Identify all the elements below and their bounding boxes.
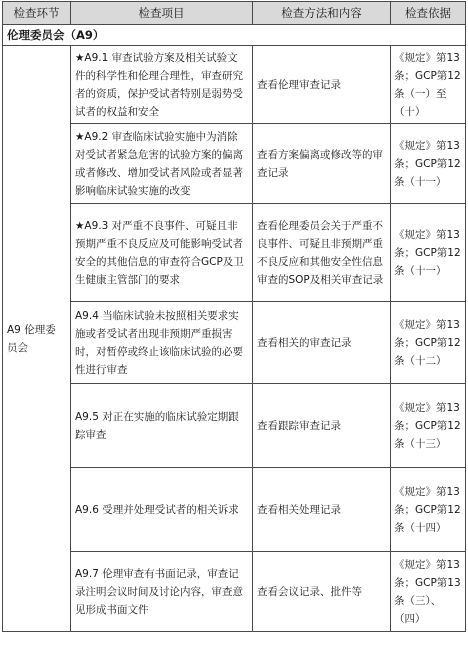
method-cell: 查看伦理委员会关于严重不良事件、可疑且非预期严重不良反应和其他安全性信息审查的SOP及相关审查记录 <box>253 204 391 302</box>
method-cell: 查看相关的审查记录 <box>253 302 391 384</box>
table-row <box>3 302 466 384</box>
header-basis: 检查依据 <box>391 2 466 25</box>
key-item-star: ★ <box>75 219 85 232</box>
basis-cell: 《规定》第13条；GCP第12条（十一） <box>391 204 466 302</box>
basis-cell: 《规定》第13条；GCP第12条（十一） <box>391 124 466 204</box>
section-row <box>3 25 466 46</box>
table-row <box>3 468 466 552</box>
basis-cell: 《规定》第13条；GCP第12条（十三） <box>391 384 466 468</box>
group-label: A9 伦理委员会 <box>3 46 71 632</box>
inspection-table <box>2 1 466 632</box>
item-text: A9.4 当临床试验未按照相关要求实施或者受试者出现非预期严重损害时，对暂停或终止该临床试验的必要性进行审查 <box>75 309 243 376</box>
header-item: 检查项目 <box>71 2 253 25</box>
item-text: A9.2 审查临床试验实施中为消除对受试者紧急危害的试验方案的偏离或者修改、增加受试者风险或者显著影响临床试验实施的改变 <box>75 130 243 197</box>
item-cell <box>71 384 253 468</box>
method-cell: 查看方案偏离或修改等的审查记录 <box>253 124 391 204</box>
key-item-star: ★ <box>75 130 85 143</box>
key-item-star: ★ <box>75 51 85 64</box>
item-cell <box>71 204 253 302</box>
item-cell <box>71 552 253 632</box>
section-title: 伦理委员会（A9） <box>3 25 466 46</box>
item-cell <box>71 46 253 124</box>
method-cell: 查看跟踪审查记录 <box>253 384 391 468</box>
item-text: A9.6 受理并处理受试者的相关诉求 <box>75 503 239 516</box>
method-cell: 查看伦理审查记录 <box>253 46 391 124</box>
table-row <box>3 46 466 124</box>
item-text: A9.1 审查试验方案及相关试验文件的科学性和伦理合理性，审查研究者的资质，保护受试者特别是弱势受试者的权益和安全 <box>75 51 243 118</box>
item-text: A9.7 伦理审查有书面记录，审查记录注明会议时间及讨论内容，审查意见形成书面文件 <box>75 567 243 616</box>
header-stage: 检查环节 <box>3 2 71 25</box>
basis-cell: 《规定》第13条；GCP第12条（一）至（十） <box>391 46 466 124</box>
method-cell: 查看会议记录、批件等 <box>253 552 391 632</box>
basis-cell: 《规定》第13条；GCP第12条（十二） <box>391 302 466 384</box>
basis-cell: 《规定》第13条；GCP第13条（三）、（四） <box>391 552 466 632</box>
item-cell <box>71 124 253 204</box>
header-method: 检查方法和内容 <box>253 2 391 25</box>
item-cell <box>71 468 253 552</box>
table-row <box>3 204 466 302</box>
item-text: A9.3 对严重不良事件、可疑且非预期严重不良反应及可能影响受试者安全的其他信息的审查符合GCP及卫生健康主管部门的要求 <box>75 219 244 286</box>
item-cell <box>71 302 253 384</box>
table-row <box>3 552 466 632</box>
table-row <box>3 124 466 204</box>
item-text: A9.5 对正在实施的临床试验定期跟踪审查 <box>75 410 239 441</box>
method-cell: 查看相关处理记录 <box>253 468 391 552</box>
table-row <box>3 384 466 468</box>
basis-cell: 《规定》第13条；GCP第12条（十四） <box>391 468 466 552</box>
table-header-row <box>3 2 466 25</box>
